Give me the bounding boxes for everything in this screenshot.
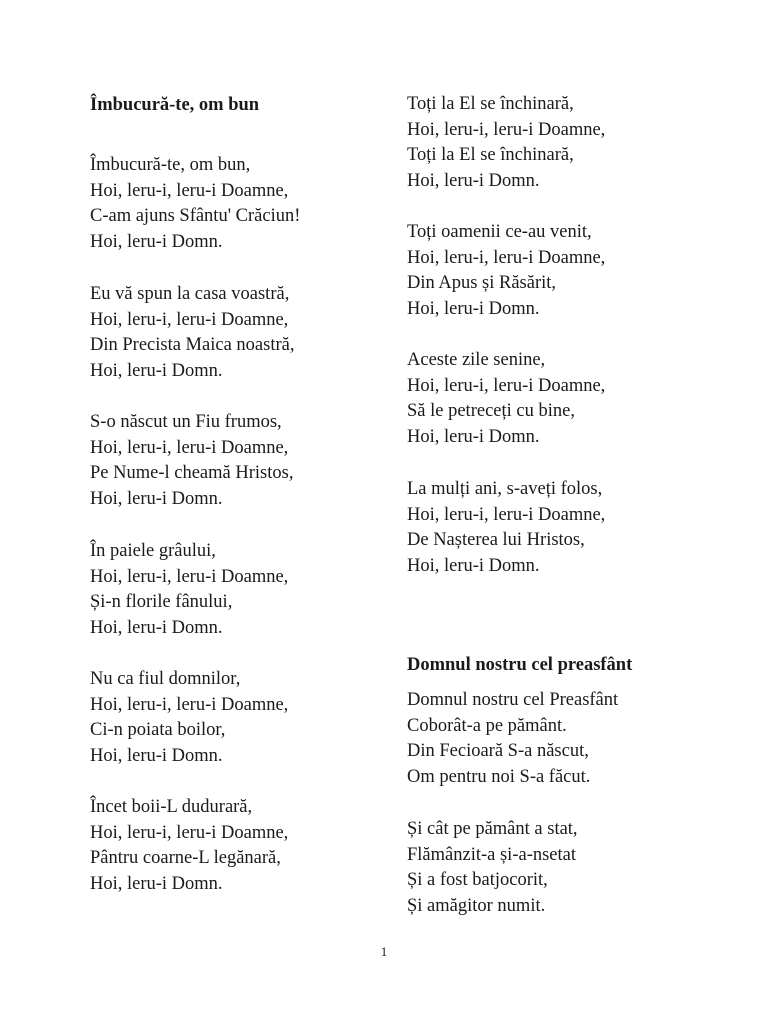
stanza (407, 817, 578, 920)
verse-line: Hoi, leru-i Domn. (90, 618, 223, 639)
verse-line: Hoi, leru-i, leru-i Doamne, (90, 694, 289, 715)
stanza (90, 667, 288, 770)
stanza (407, 688, 618, 791)
stanza (90, 282, 294, 385)
verse-line: Pe Nume-l cheamă Hristos, (90, 463, 294, 484)
stanza (90, 153, 300, 256)
verse-line: Om pentru noi S-a făcut. (407, 767, 591, 788)
song-title: Domnul nostru cel preasfânt (407, 655, 633, 675)
verse-line: Toți la El se închinară, (407, 94, 574, 114)
verse-line: Hoi, leru-i Domn. (90, 232, 223, 253)
verse-line: Hoi, leru-i Domn. (90, 874, 223, 895)
stanza (90, 539, 288, 642)
verse-line: Pântru coarne-L legănară, (90, 848, 281, 869)
verse-line: Toți la El se închinară, (407, 145, 574, 166)
stanza (90, 410, 293, 513)
verse-line: Din Fecioară S-a născut, (407, 741, 589, 762)
verse-line: Îmbucură-te, om bun, (90, 155, 251, 175)
verse-line: Din Precista Maica noastră, (90, 335, 295, 356)
verse-line: Hoi, leru-i Domn. (407, 299, 540, 320)
verse-line: Hoi, leru-i Domn. (407, 171, 540, 192)
verse-line: Hoi, leru-i Domn. (407, 556, 540, 577)
verse-line: Hoi, leru-i, leru-i Doamne, (407, 375, 606, 396)
verse-line: Hoi, leru-i Domn. (407, 427, 540, 448)
verse-line: Ci-n poiata boilor, (90, 720, 226, 741)
verse-line: Din Apus și Răsărit, (407, 273, 557, 294)
song-title: Îmbucură-te, om bun (90, 95, 260, 115)
stanza (407, 220, 605, 323)
stanza (407, 348, 605, 451)
verse-line: Eu vă spun la casa voastră, (90, 284, 290, 304)
verse-line: Hoi, leru-i Domn. (90, 489, 223, 510)
stanza (407, 92, 605, 195)
verse-line: Hoi, leru-i, leru-i Doamne, (90, 437, 289, 458)
verse-line: Toți oamenii ce-au venit, (407, 222, 592, 242)
stanza (90, 795, 288, 898)
verse-line: C-am ajuns Sfântu' Crăciun! (90, 206, 301, 227)
verse-line: Coborât-a pe pământ. (407, 715, 567, 736)
verse-line: Hoi, leru-i, leru-i Doamne, (407, 504, 606, 525)
verse-line: Și-n florile fânului, (90, 592, 233, 613)
verse-line: Nu ca fiul domnilor, (90, 669, 241, 689)
verse-line: Hoi, leru-i Domn. (90, 361, 223, 382)
verse-line: Hoi, leru-i, leru-i Doamne, (407, 119, 606, 140)
verse-line: Încet boii-L dudurară, (90, 797, 253, 817)
verse-line: Aceste zile senine, (407, 350, 546, 370)
verse-line: Domnul nostru cel Preasfânt (407, 690, 619, 710)
verse-line: Hoi, leru-i, leru-i Doamne, (407, 247, 606, 268)
verse-line: La mulți ani, s-aveți folos, (407, 479, 603, 499)
verse-line: Hoi, leru-i Domn. (90, 746, 223, 767)
verse-line: De Nașterea lui Hristos, (407, 530, 585, 551)
verse-line: Flămânzit-a și-a-nsetat (407, 844, 577, 865)
verse-line: Să le petreceți cu bine, (407, 401, 575, 422)
page-number: 1 (380, 944, 388, 959)
verse-line: Hoi, leru-i, leru-i Doamne, (90, 566, 289, 587)
verse-line: În paiele grâului, (90, 541, 216, 561)
verse-line: Și cât pe pământ a stat, (407, 819, 578, 839)
stanza (407, 477, 605, 580)
verse-line: Hoi, leru-i, leru-i Doamne, (90, 180, 289, 201)
verse-line: Hoi, leru-i, leru-i Doamne, (90, 822, 289, 843)
verse-line: Și amăgitor numit. (407, 896, 546, 917)
verse-line: S-o născut un Fiu frumos, (90, 412, 282, 432)
verse-line: Și a fost batjocorit, (407, 870, 548, 891)
verse-line: Hoi, leru-i, leru-i Doamne, (90, 309, 289, 330)
